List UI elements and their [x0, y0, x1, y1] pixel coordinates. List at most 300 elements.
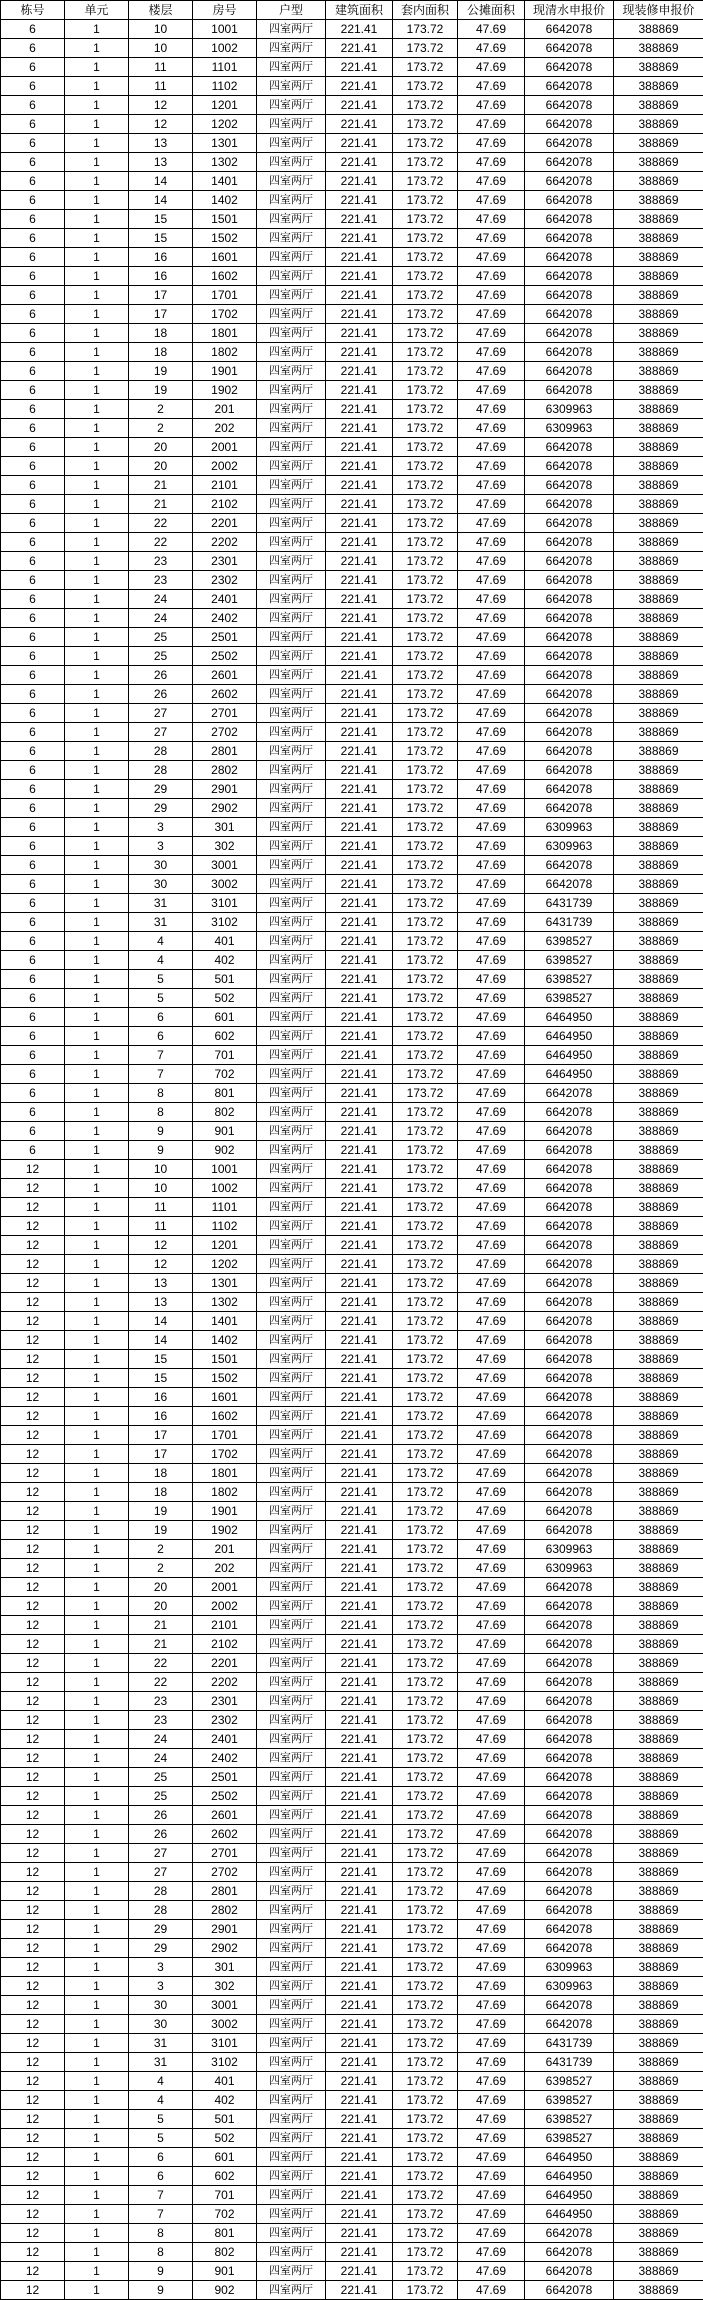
col-building-cell: 12 [1, 1939, 65, 1958]
col-shared-area-cell: 47.69 [458, 1388, 525, 1407]
col-building-cell: 6 [1, 799, 65, 818]
col-inner-area-cell: 173.72 [393, 20, 458, 39]
col-inner-area-cell: 173.72 [393, 875, 458, 894]
col-shared-area-cell: 47.69 [458, 552, 525, 571]
col-shared-area-cell: 47.69 [458, 2167, 525, 2186]
col-shared-area-cell: 47.69 [458, 1331, 525, 1350]
col-building-cell: 12 [1, 1445, 65, 1464]
col-bare-price-cell: 6642078 [525, 1084, 614, 1103]
table-row [1, 1559, 703, 1578]
table-row [1, 1635, 703, 1654]
col-building-cell: 6 [1, 153, 65, 172]
col-floor-cell: 21 [129, 1616, 193, 1635]
col-room-cell: 801 [193, 1084, 257, 1103]
col-decor-price-cell: 388869 [614, 39, 703, 58]
col-gross-area-cell: 221.41 [326, 932, 393, 951]
col-unit-cell: 1 [65, 286, 129, 305]
col-unit-cell: 1 [65, 761, 129, 780]
col-inner-area-cell: 173.72 [393, 552, 458, 571]
col-decor-price-cell: 388869 [614, 1863, 703, 1882]
col-gross-area-cell: 221.41 [326, 571, 393, 590]
col-shared-area-cell: 47.69 [458, 1768, 525, 1787]
col-gross-area-cell: 221.41 [326, 153, 393, 172]
col-bare-price-cell: 6309963 [525, 400, 614, 419]
col-shared-area-cell: 47.69 [458, 837, 525, 856]
col-unit-cell: 1 [65, 1426, 129, 1445]
col-room-cell: 3001 [193, 856, 257, 875]
col-gross-area-cell: 221.41 [326, 1084, 393, 1103]
col-unit-cell: 1 [65, 647, 129, 666]
col-decor-price-cell: 388869 [614, 704, 703, 723]
col-unit-cell: 1 [65, 153, 129, 172]
col-floor-cell: 13 [129, 134, 193, 153]
col-decor-price-cell: 388869 [614, 1293, 703, 1312]
col-gross-area-cell: 221.41 [326, 1977, 393, 1996]
col-shared-area-cell: 47.69 [458, 115, 525, 134]
col-bare-price-cell: 6309963 [525, 837, 614, 856]
col-room-cell: 1802 [193, 343, 257, 362]
col-decor-price-cell: 388869 [614, 172, 703, 191]
col-gross-area-cell: 221.41 [326, 970, 393, 989]
table-row [1, 1312, 703, 1331]
col-layout-cell: 四室两厅 [257, 419, 326, 438]
col-room-cell: 502 [193, 989, 257, 1008]
col-building-cell: 12 [1, 1179, 65, 1198]
col-unit-cell: 1 [65, 1369, 129, 1388]
col-unit-cell: 1 [65, 1179, 129, 1198]
table-row [1, 1198, 703, 1217]
col-floor-cell: 19 [129, 381, 193, 400]
col-shared-area-cell: 47.69 [458, 1008, 525, 1027]
col-unit-cell: 1 [65, 438, 129, 457]
col-gross-area-cell: 221.41 [326, 628, 393, 647]
col-bare-price-cell: 6398527 [525, 932, 614, 951]
col-shared-area-cell: 47.69 [458, 1616, 525, 1635]
col-floor-cell: 16 [129, 1407, 193, 1426]
col-floor-cell: 21 [129, 495, 193, 514]
col-layout-cell: 四室两厅 [257, 723, 326, 742]
col-gross-area-cell: 221.41 [326, 875, 393, 894]
col-bare-price-cell: 6642078 [525, 856, 614, 875]
col-unit-cell: 1 [65, 1825, 129, 1844]
col-gross-area-cell: 221.41 [326, 248, 393, 267]
col-floor-cell: 13 [129, 153, 193, 172]
col-unit-cell: 1 [65, 780, 129, 799]
col-bare-price-cell: 6642078 [525, 1198, 614, 1217]
col-shared-area-cell: 47.69 [458, 400, 525, 419]
col-room-cell: 801 [193, 2224, 257, 2243]
col-room-cell: 2401 [193, 1730, 257, 1749]
col-floor-cell: 31 [129, 894, 193, 913]
col-layout-cell: 四室两厅 [257, 77, 326, 96]
table-row [1, 1179, 703, 1198]
col-room-cell: 2802 [193, 761, 257, 780]
col-gross-area-cell: 221.41 [326, 1426, 393, 1445]
col-room-cell: 1701 [193, 1426, 257, 1445]
col-decor-price-cell: 388869 [614, 1445, 703, 1464]
col-unit-cell: 1 [65, 1293, 129, 1312]
col-shared-area-cell: 47.69 [458, 1350, 525, 1369]
col-building-cell: 6 [1, 533, 65, 552]
col-gross-area-cell: 221.41 [326, 2129, 393, 2148]
col-unit-cell: 1 [65, 1103, 129, 1122]
col-building-cell: 6 [1, 39, 65, 58]
col-bare-price-cell: 6642078 [525, 1103, 614, 1122]
col-gross-area-cell: 221.41 [326, 1027, 393, 1046]
col-floor-cell: 18 [129, 1483, 193, 1502]
col-unit-cell: 1 [65, 514, 129, 533]
col-floor-cell: 11 [129, 1217, 193, 1236]
col-inner-area-cell: 173.72 [393, 191, 458, 210]
col-decor-price-cell: 388869 [614, 1198, 703, 1217]
col-inner-area-cell: 173.72 [393, 419, 458, 438]
col-building-cell: 12 [1, 1559, 65, 1578]
col-unit-cell: 1 [65, 2148, 129, 2167]
col-bare-price-cell: 6464950 [525, 1065, 614, 1084]
table-row [1, 1483, 703, 1502]
col-bare-price-cell: 6642078 [525, 1806, 614, 1825]
col-decor-price-cell: 388869 [614, 913, 703, 932]
col-room-cell: 201 [193, 400, 257, 419]
col-floor-cell: 29 [129, 799, 193, 818]
col-building-cell: 12 [1, 2034, 65, 2053]
col-decor-price-cell: 388869 [614, 229, 703, 248]
col-building-cell: 12 [1, 1711, 65, 1730]
col-shared-area-cell: 47.69 [458, 210, 525, 229]
col-bare-price-cell: 6642078 [525, 1217, 614, 1236]
col-bare-price-cell: 6309963 [525, 1977, 614, 1996]
col-unit-cell: 1 [65, 1198, 129, 1217]
col-shared-area-cell: 47.69 [458, 1844, 525, 1863]
col-shared-area-cell: 47.69 [458, 267, 525, 286]
col-unit-cell: 1 [65, 1141, 129, 1160]
col-bare-price-cell: 6642078 [525, 1502, 614, 1521]
col-unit-cell: 1 [65, 2072, 129, 2091]
col-gross-area-cell: 221.41 [326, 1597, 393, 1616]
col-room-cell: 1202 [193, 115, 257, 134]
col-inner-area-cell: 173.72 [393, 2167, 458, 2186]
col-floor-cell: 31 [129, 2034, 193, 2053]
col-unit-cell: 1 [65, 1540, 129, 1559]
col-decor-price-cell: 388869 [614, 1654, 703, 1673]
col-shared-area-cell: 47.69 [458, 818, 525, 837]
col-gross-area-cell: 221.41 [326, 58, 393, 77]
col-inner-area-cell: 173.72 [393, 666, 458, 685]
table-row [1, 2091, 703, 2110]
col-gross-area-cell: 221.41 [326, 39, 393, 58]
col-room-cell: 1301 [193, 134, 257, 153]
col-unit-cell: 1 [65, 2110, 129, 2129]
col-decor-price-cell: 388869 [614, 457, 703, 476]
col-unit-cell: 1 [65, 1654, 129, 1673]
col-bare-price-cell: 6642078 [525, 1654, 614, 1673]
col-shared-area-cell: 47.69 [458, 1901, 525, 1920]
col-gross-area-cell: 221.41 [326, 2034, 393, 2053]
col-unit-cell: 1 [65, 1635, 129, 1654]
col-room-cell: 702 [193, 1065, 257, 1084]
col-floor-cell: 16 [129, 248, 193, 267]
table-row [1, 2034, 703, 2053]
col-shared-area-cell: 47.69 [458, 2148, 525, 2167]
col-layout-cell: 四室两厅 [257, 856, 326, 875]
col-bare-price-cell: 6642078 [525, 343, 614, 362]
col-room-cell: 1502 [193, 229, 257, 248]
col-shared-area-cell: 47.69 [458, 1787, 525, 1806]
table-row [1, 39, 703, 58]
col-shared-area-cell: 47.69 [458, 2034, 525, 2053]
col-unit-cell: 1 [65, 1882, 129, 1901]
col-inner-area-cell: 173.72 [393, 210, 458, 229]
col-floor-cell: 19 [129, 1502, 193, 1521]
col-bare-price-cell: 6464950 [525, 1027, 614, 1046]
col-unit-cell: 1 [65, 1350, 129, 1369]
col-unit-cell: 1 [65, 571, 129, 590]
col-room-cell: 1302 [193, 153, 257, 172]
col-bare-price-cell: 6642078 [525, 438, 614, 457]
col-building-cell: 12 [1, 1464, 65, 1483]
col-building-cell: 6 [1, 324, 65, 343]
col-layout-cell: 四室两厅 [257, 1597, 326, 1616]
col-bare-price-cell: 6431739 [525, 894, 614, 913]
col-floor-cell: 3 [129, 1977, 193, 1996]
col-bare-price-cell: 6464950 [525, 1008, 614, 1027]
col-decor-price-cell: 388869 [614, 1825, 703, 1844]
col-room-cell: 2101 [193, 476, 257, 495]
table-row [1, 1578, 703, 1597]
col-gross-area-cell: 221.41 [326, 1939, 393, 1958]
col-inner-area-cell: 173.72 [393, 2034, 458, 2053]
col-building-cell: 6 [1, 932, 65, 951]
col-unit-cell: 1 [65, 1027, 129, 1046]
table-row [1, 457, 703, 476]
col-gross-area-cell: 221.41 [326, 2243, 393, 2262]
col-inner-area-cell: 173.72 [393, 1084, 458, 1103]
col-bare-price-cell: 6642078 [525, 2281, 614, 2300]
col-decor-price-cell: 388869 [614, 1768, 703, 1787]
col-shared-area-cell: 47.69 [458, 1426, 525, 1445]
col-inner-area-cell: 173.72 [393, 1464, 458, 1483]
col-shared-area-cell: 47.69 [458, 1920, 525, 1939]
col-shared-area-cell: 47.69 [458, 894, 525, 913]
col-decor-price-cell: 388869 [614, 476, 703, 495]
col-unit-cell: 1 [65, 837, 129, 856]
col-decor-price-cell: 388869 [614, 1559, 703, 1578]
col-building-cell: 12 [1, 1787, 65, 1806]
col-gross-area-cell: 221.41 [326, 723, 393, 742]
col-unit-cell: 1 [65, 685, 129, 704]
col-gross-area-cell: 221.41 [326, 77, 393, 96]
col-gross-area-cell: 221.41 [326, 2148, 393, 2167]
col-gross-area-cell: 221.41 [326, 1350, 393, 1369]
col-floor-cell: 23 [129, 571, 193, 590]
col-layout-cell: 四室两厅 [257, 1388, 326, 1407]
col-gross-area-header: 建筑面积 [326, 1, 393, 20]
col-decor-price-cell: 388869 [614, 2262, 703, 2281]
col-building-cell: 6 [1, 894, 65, 913]
col-room-cell: 802 [193, 1103, 257, 1122]
table-row [1, 742, 703, 761]
col-decor-price-cell: 388869 [614, 1692, 703, 1711]
col-room-cell: 1402 [193, 191, 257, 210]
col-unit-cell: 1 [65, 1255, 129, 1274]
col-decor-price-cell: 388869 [614, 723, 703, 742]
table-row [1, 1920, 703, 1939]
col-shared-area-cell: 47.69 [458, 438, 525, 457]
col-layout-cell: 四室两厅 [257, 628, 326, 647]
col-room-cell: 1302 [193, 1293, 257, 1312]
col-building-cell: 12 [1, 2186, 65, 2205]
col-layout-cell: 四室两厅 [257, 1141, 326, 1160]
col-decor-price-cell: 388869 [614, 799, 703, 818]
col-building-cell: 6 [1, 172, 65, 191]
col-gross-area-cell: 221.41 [326, 1103, 393, 1122]
col-inner-area-cell: 173.72 [393, 495, 458, 514]
col-unit-cell: 1 [65, 951, 129, 970]
col-bare-price-cell: 6642078 [525, 115, 614, 134]
col-unit-cell: 1 [65, 1977, 129, 1996]
col-bare-price-cell: 6642078 [525, 1578, 614, 1597]
table-row [1, 1692, 703, 1711]
col-decor-price-cell: 388869 [614, 1521, 703, 1540]
col-shared-area-cell: 47.69 [458, 1160, 525, 1179]
col-bare-price-cell: 6642078 [525, 1882, 614, 1901]
col-unit-cell: 1 [65, 229, 129, 248]
col-room-cell: 2902 [193, 799, 257, 818]
col-room-cell: 1901 [193, 1502, 257, 1521]
col-room-cell: 302 [193, 837, 257, 856]
col-building-cell: 12 [1, 1388, 65, 1407]
col-bare-price-cell: 6431739 [525, 913, 614, 932]
col-gross-area-cell: 221.41 [326, 1198, 393, 1217]
col-decor-price-cell: 388869 [614, 343, 703, 362]
col-unit-cell: 1 [65, 2205, 129, 2224]
col-shared-area-cell: 47.69 [458, 2243, 525, 2262]
col-decor-price-cell: 388869 [614, 77, 703, 96]
col-room-cell: 2302 [193, 571, 257, 590]
col-room-cell: 1501 [193, 210, 257, 229]
col-layout-cell: 四室两厅 [257, 2148, 326, 2167]
col-shared-area-cell: 47.69 [458, 1825, 525, 1844]
col-building-cell: 6 [1, 552, 65, 571]
col-inner-area-cell: 173.72 [393, 628, 458, 647]
col-floor-cell: 7 [129, 1046, 193, 1065]
col-floor-cell: 3 [129, 837, 193, 856]
col-room-cell: 3002 [193, 2015, 257, 2034]
table-row [1, 1236, 703, 1255]
col-unit-cell: 1 [65, 609, 129, 628]
col-bare-price-cell: 6642078 [525, 1996, 614, 2015]
col-bare-price-cell: 6309963 [525, 818, 614, 837]
col-shared-area-cell: 47.69 [458, 742, 525, 761]
col-room-cell: 1101 [193, 1198, 257, 1217]
col-inner-area-cell: 173.72 [393, 970, 458, 989]
col-layout-cell: 四室两厅 [257, 2034, 326, 2053]
col-building-cell: 12 [1, 1578, 65, 1597]
col-room-cell: 2202 [193, 1673, 257, 1692]
col-layout-cell: 四室两厅 [257, 1654, 326, 1673]
col-shared-area-cell: 47.69 [458, 1635, 525, 1654]
col-floor-cell: 15 [129, 1369, 193, 1388]
col-floor-cell: 3 [129, 818, 193, 837]
col-decor-price-cell: 388869 [614, 2091, 703, 2110]
col-room-cell: 2801 [193, 742, 257, 761]
col-unit-cell: 1 [65, 2243, 129, 2262]
col-floor-cell: 10 [129, 20, 193, 39]
col-gross-area-cell: 221.41 [326, 229, 393, 248]
col-inner-area-cell: 173.72 [393, 1198, 458, 1217]
col-room-cell: 1202 [193, 1255, 257, 1274]
col-gross-area-cell: 221.41 [326, 305, 393, 324]
col-inner-area-cell: 173.72 [393, 2129, 458, 2148]
col-room-cell: 602 [193, 1027, 257, 1046]
col-bare-price-cell: 6642078 [525, 571, 614, 590]
col-gross-area-cell: 221.41 [326, 552, 393, 571]
col-room-cell: 2102 [193, 1635, 257, 1654]
col-gross-area-cell: 221.41 [326, 1217, 393, 1236]
col-inner-area-cell: 173.72 [393, 1863, 458, 1882]
col-shared-area-cell: 47.69 [458, 2110, 525, 2129]
col-floor-cell: 26 [129, 1806, 193, 1825]
col-floor-cell: 22 [129, 514, 193, 533]
col-floor-cell: 13 [129, 1274, 193, 1293]
col-layout-cell: 四室两厅 [257, 875, 326, 894]
col-building-cell: 6 [1, 343, 65, 362]
col-inner-area-cell: 173.72 [393, 704, 458, 723]
col-bare-price-cell: 6642078 [525, 1920, 614, 1939]
col-floor-cell: 16 [129, 267, 193, 286]
col-gross-area-cell: 221.41 [326, 2110, 393, 2129]
col-inner-area-cell: 173.72 [393, 1388, 458, 1407]
col-bare-price-cell: 6642078 [525, 1787, 614, 1806]
col-inner-area-cell: 173.72 [393, 932, 458, 951]
col-layout-cell: 四室两厅 [257, 1255, 326, 1274]
col-layout-cell: 四室两厅 [257, 1977, 326, 1996]
col-inner-area-cell: 173.72 [393, 685, 458, 704]
col-building-cell: 6 [1, 248, 65, 267]
col-inner-area-cell: 173.72 [393, 799, 458, 818]
col-shared-area-cell: 47.69 [458, 1198, 525, 1217]
col-building-cell: 6 [1, 495, 65, 514]
col-gross-area-cell: 221.41 [326, 1863, 393, 1882]
col-layout-cell: 四室两厅 [257, 248, 326, 267]
col-unit-cell: 1 [65, 1730, 129, 1749]
col-shared-area-cell: 47.69 [458, 1065, 525, 1084]
col-bare-price-cell: 6309963 [525, 419, 614, 438]
col-shared-area-cell: 47.69 [458, 1578, 525, 1597]
col-inner-area-cell: 173.72 [393, 1179, 458, 1198]
col-shared-area-cell: 47.69 [458, 666, 525, 685]
col-layout-cell: 四室两厅 [257, 1844, 326, 1863]
col-inner-area-cell: 173.72 [393, 1939, 458, 1958]
col-layout-cell: 四室两厅 [257, 1616, 326, 1635]
col-floor-cell: 31 [129, 913, 193, 932]
col-shared-area-cell: 47.69 [458, 1445, 525, 1464]
table-row [1, 1445, 703, 1464]
col-building-cell: 12 [1, 1673, 65, 1692]
col-building-cell: 12 [1, 1863, 65, 1882]
col-bare-price-cell: 6398527 [525, 2110, 614, 2129]
col-gross-area-cell: 221.41 [326, 1616, 393, 1635]
col-bare-price-cell: 6464950 [525, 2205, 614, 2224]
col-inner-area-cell: 173.72 [393, 1749, 458, 1768]
table-row [1, 1806, 703, 1825]
col-decor-price-cell: 388869 [614, 1312, 703, 1331]
col-building-cell: 12 [1, 1255, 65, 1274]
col-room-cell: 1002 [193, 1179, 257, 1198]
col-gross-area-cell: 221.41 [326, 20, 393, 39]
col-decor-price-cell: 388869 [614, 381, 703, 400]
col-unit-header: 单元 [65, 1, 129, 20]
